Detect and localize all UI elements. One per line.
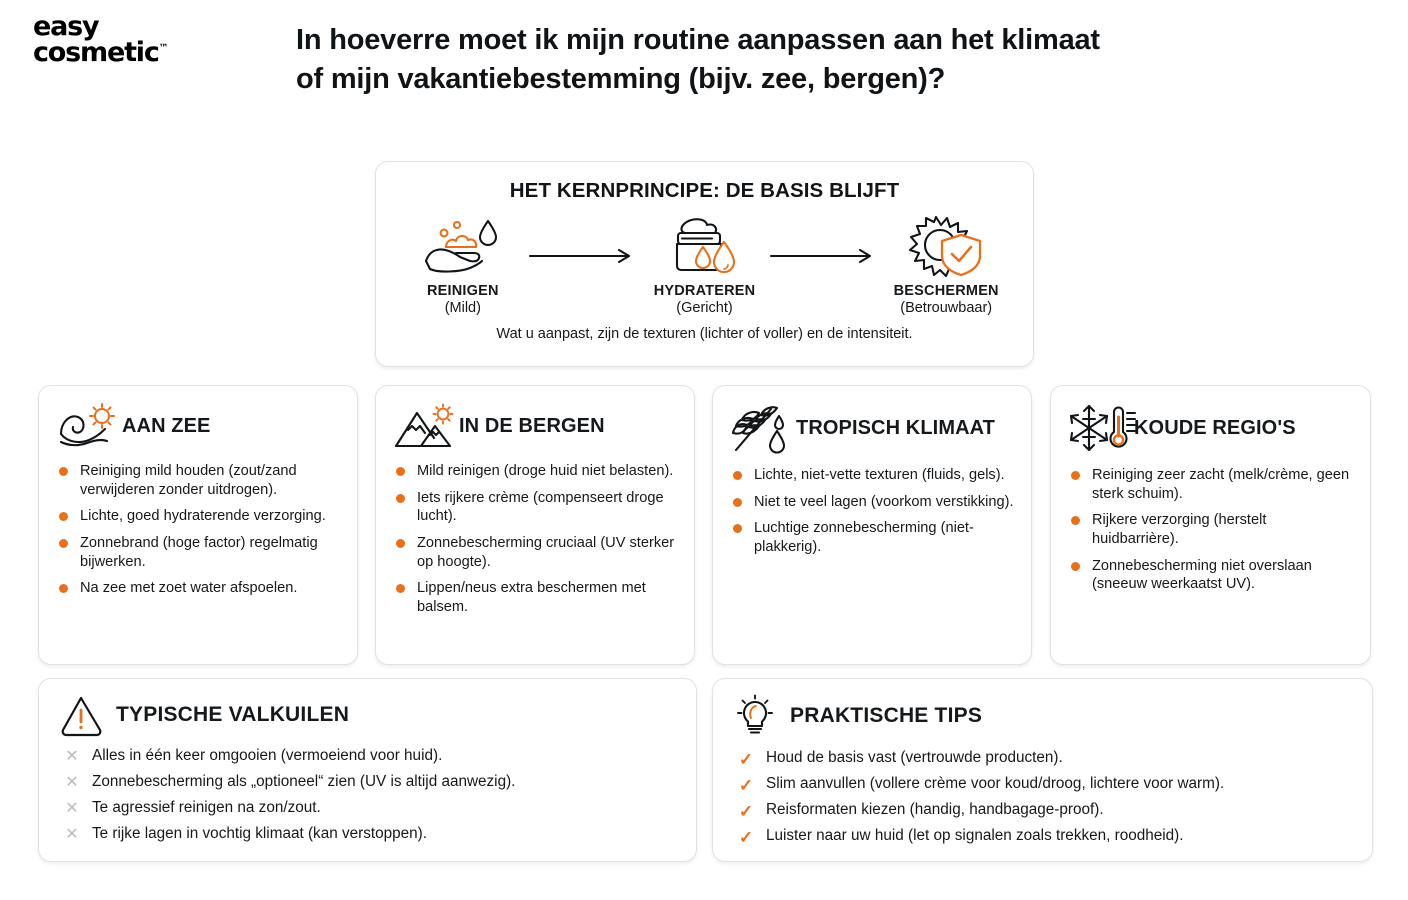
palm-leaf-drop-icon: [731, 404, 785, 454]
core-step-sub: (Betrouwbaar): [900, 300, 993, 316]
flow-arrow-1-icon: [528, 215, 640, 263]
tips-list: [713, 749, 1372, 846]
list-item: Lippen/neus extra beschermen met balsem.: [394, 579, 680, 616]
check-icon: ✓: [738, 827, 754, 847]
list-item-text: Zonnebescherming als „optioneel“ zien (UV is altijd aanwezig).: [92, 772, 516, 790]
card-bullet-list: [1051, 466, 1370, 594]
tips-card: [712, 678, 1373, 862]
card-title: IN DE BERGEN: [459, 415, 605, 438]
warning-triangle-icon: [59, 695, 103, 735]
list-item: [61, 825, 682, 844]
core-step-name: HYDRATEREN: [653, 283, 756, 299]
card-header: [1051, 386, 1370, 454]
list-item: Lichte, niet-vette texturen (fluids, gels).: [731, 466, 1017, 485]
list-item-text: Te agressief reinigen na zon/zout.: [92, 798, 321, 816]
cross-icon: ✕: [65, 825, 79, 843]
card-bullet-list: [376, 462, 694, 617]
list-item: [61, 799, 682, 818]
snowflake-thermometer-icon: [1069, 404, 1123, 454]
list-item-text: Houd de basis vast (vertrouwde producten).: [766, 749, 1063, 766]
core-principle-title: HET KERNPRINCIPE: DE BASIS BLIJFT: [509, 179, 900, 202]
wave-sun-icon: [57, 404, 111, 450]
list-item: Na zee met zoet water afspoelen.: [57, 579, 343, 598]
brand-logo-line2: cosmetic: [33, 37, 159, 69]
card-header: [713, 386, 1031, 454]
card-bullet-list: [39, 462, 357, 598]
pitfalls-list: [39, 747, 696, 844]
list-item-text: Alles in één keer omgooien (vermoeiend voor huid).: [92, 747, 443, 764]
card-title: TROPISCH KLIMAAT: [796, 417, 995, 440]
hand-wash-icon: [398, 215, 528, 277]
list-item: Niet te veel lagen (voorkom verstikking).: [731, 493, 1017, 512]
cream-jar-icon: [640, 215, 770, 277]
list-item: [735, 749, 1358, 768]
climate-card-koude-regios: [1050, 385, 1371, 665]
page-title-line2: of mijn vakantiebestemming (bijv. zee, bergen)?: [296, 63, 946, 96]
list-item: Zonnebescherming niet overslaan (sneeuw weerkaatst UV).: [1069, 557, 1356, 594]
list-item: Reiniging zeer zacht (melk/crème, geen sterk schuim).: [1069, 466, 1356, 503]
list-item: Luchtige zonnebescherming (niet-plakkerig).: [731, 519, 1017, 556]
core-step-sub: (Gericht): [676, 300, 733, 316]
cross-icon: ✕: [65, 799, 79, 817]
card-header: [39, 386, 357, 450]
sun-shield-icon: [881, 215, 1011, 277]
brand-logo: [33, 11, 169, 69]
mountain-sun-icon: [394, 404, 448, 450]
climate-card-tropisch-klimaat: [712, 385, 1032, 665]
core-step-name: BESCHERMEN: [893, 283, 999, 299]
card-title: TYPISCHE VALKUILEN: [116, 703, 350, 726]
header: [0, 0, 1408, 118]
list-item: Rijkere verzorging (herstelt huidbarrière).: [1069, 511, 1356, 548]
card-title: KOUDE REGIO'S: [1134, 417, 1296, 440]
core-step-hydrate: [640, 215, 770, 316]
card-header: [39, 679, 696, 735]
card-header: [713, 679, 1372, 737]
flow-arrow-2-icon: [769, 215, 881, 263]
core-step-sub: (Mild): [444, 300, 481, 316]
lightbulb-icon: [733, 695, 777, 737]
pitfalls-card: [38, 678, 697, 862]
list-item: Zonnebrand (hoge factor) regelmatig bijwerken.: [57, 534, 343, 571]
climate-card-in-de-bergen: [375, 385, 695, 665]
list-item: [61, 747, 682, 766]
core-principle-note: Wat u aanpast, zijn de texturen (lichter of voller) en de intensiteit.: [496, 326, 913, 342]
list-item: [735, 827, 1358, 846]
list-item-text: Te rijke lagen in vochtig klimaat (kan verstoppen).: [92, 824, 427, 842]
climate-card-aan-zee: [38, 385, 358, 665]
brand-logo-line1: easy: [33, 11, 99, 42]
list-item: Mild reinigen (droge huid niet belasten).: [394, 462, 680, 481]
core-principle-flow: [376, 215, 1033, 316]
core-step-protect: [881, 215, 1011, 316]
check-icon: ✓: [738, 801, 754, 821]
list-item: [61, 773, 682, 792]
core-step-name: REINIGEN: [426, 283, 499, 299]
card-title: PRAKTISCHE TIPS: [790, 704, 983, 727]
list-item-text: Reisformaten kiezen (handig, handbagage-proof).: [766, 800, 1104, 818]
card-bullet-list: [713, 466, 1031, 557]
list-item: [735, 801, 1358, 820]
cross-icon: ✕: [65, 773, 79, 791]
list-item: Zonnebescherming cruciaal (UV sterker op hoogte).: [394, 534, 680, 571]
list-item-text: Slim aanvullen (vollere crème voor koud/droog, lichtere voor warm).: [766, 774, 1225, 792]
card-header: [376, 386, 694, 450]
trademark-symbol: ™: [158, 43, 169, 55]
list-item: [735, 775, 1358, 794]
page-title-line1: In hoeverre moet ik mijn routine aanpassen aan het klimaat: [296, 24, 1100, 56]
core-step-cleanse: [398, 215, 528, 316]
check-icon: ✓: [738, 750, 754, 769]
list-item: Iets rijkere crème (compenseert droge lucht).: [394, 489, 680, 526]
cross-icon: ✕: [65, 748, 79, 765]
card-title: AAN ZEE: [122, 415, 211, 438]
list-item-text: Luister naar uw huid (let op signalen zoals trekken, roodheid).: [766, 826, 1184, 844]
list-item: Lichte, goed hydraterende verzorging.: [57, 507, 343, 526]
list-item: Reiniging mild houden (zout/zand verwijderen zonder uitdrogen).: [57, 462, 343, 499]
check-icon: ✓: [738, 775, 754, 795]
core-principle-card: [375, 161, 1034, 367]
page-title: [296, 21, 1296, 99]
